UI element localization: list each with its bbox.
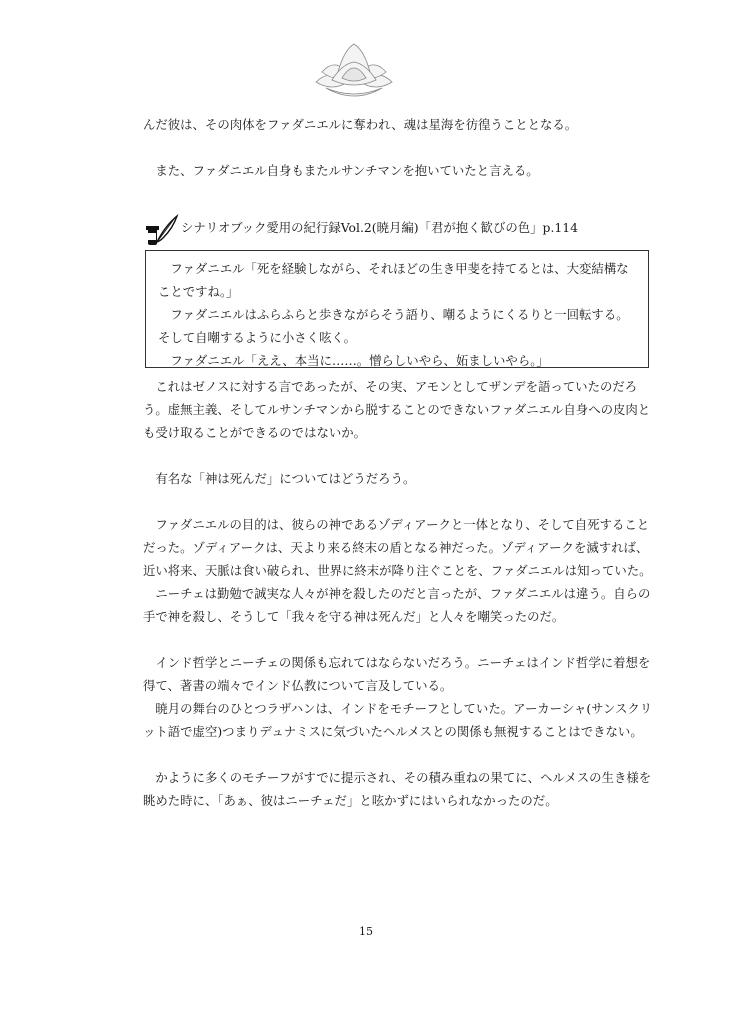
quote-box [145, 250, 649, 368]
lotus-flower-icon [308, 42, 400, 102]
intro-paragraph-2: また、ファダニエル自身もまたルサンチマンを抱いていたと言える。 [155, 163, 539, 178]
body-section [143, 375, 653, 812]
ink-and-quill-icon [143, 214, 179, 246]
citation-line [143, 208, 663, 248]
body-paragraph-5: インド哲学とニーチェの関係も忘れてはならないだろう。ニーチェはインド哲学に着想を得て、著書の端々でインド仏教について言及している。 [143, 655, 651, 693]
citation-text: シナリオブック愛用の紀行録Vol.2(暁月編)「君が抱く歓びの色」p.114 [181, 220, 579, 235]
intro-paragraph-1: んだ彼は、その肉体をファダニエルに奪われ、魂は星海を彷徨うこととなる。 [143, 117, 578, 132]
quote-line-3: ファダニエル「ええ、本当に……。憎らしいやら、妬ましいやら。」 [170, 353, 549, 368]
body-paragraph-6: 暁月の舞台のひとつラザハンは、インドをモチーフとしていた。アーカーシャ(サンスクリット語で虚空)つまりデュナミスに気づいたヘルメスとの関係も無視することはできない。 [143, 701, 653, 739]
page-number: 15 [359, 925, 373, 938]
body-paragraph-4: ニーチェは勤勉で誠実な人々が神を殺したのだと言ったが、ファダニエルは違う。自らの手で神を殺し、そうして「我々を守る神は死んだ」と人々を嘲笑ったのだ。 [143, 586, 651, 624]
body-paragraph-1: これはゼノスに対する言であったが、その実、アモンとしてザンデを語っていたのだろう。虚無主義、そしてルサンチマンから脱することのできないファダニエル自身への皮肉とも受け取ることができるのではないか。 [143, 379, 651, 440]
body-paragraph-7: かように多くのモチーフがすでに提示され、その積み重ねの果てに、ヘルメスの生き様を眺めた時に、「あぁ、彼はニーチェだ」と呟かずにはいられなかったのだ。 [143, 770, 652, 808]
body-paragraph-2: 有名な「神は死んだ」についてはどうだろう。 [155, 471, 416, 486]
body-paragraph-3: ファダニエルの目的は、彼らの神であるゾディアークと一体となり、そして自死することだった。ゾディアークは、天より来る終末の盾となる神だった。ゾディアークを滅すれば、近い将来、天脈は食い破られ、世界に終末が降り注ぐことを、ファダニエルは知っていた。 [143, 517, 652, 578]
intro-section [143, 113, 653, 182]
quote-line-1: ファダニエル「死を経験しながら、それほどの生き甲斐を持てるとは、大変結構なことですね。」 [158, 261, 629, 299]
quote-line-2: ファダニエルはふらふらと歩きながらそう語り、嘲るようにくるりと一回転する。そして自嘲するように小さく呟く。 [158, 307, 629, 345]
